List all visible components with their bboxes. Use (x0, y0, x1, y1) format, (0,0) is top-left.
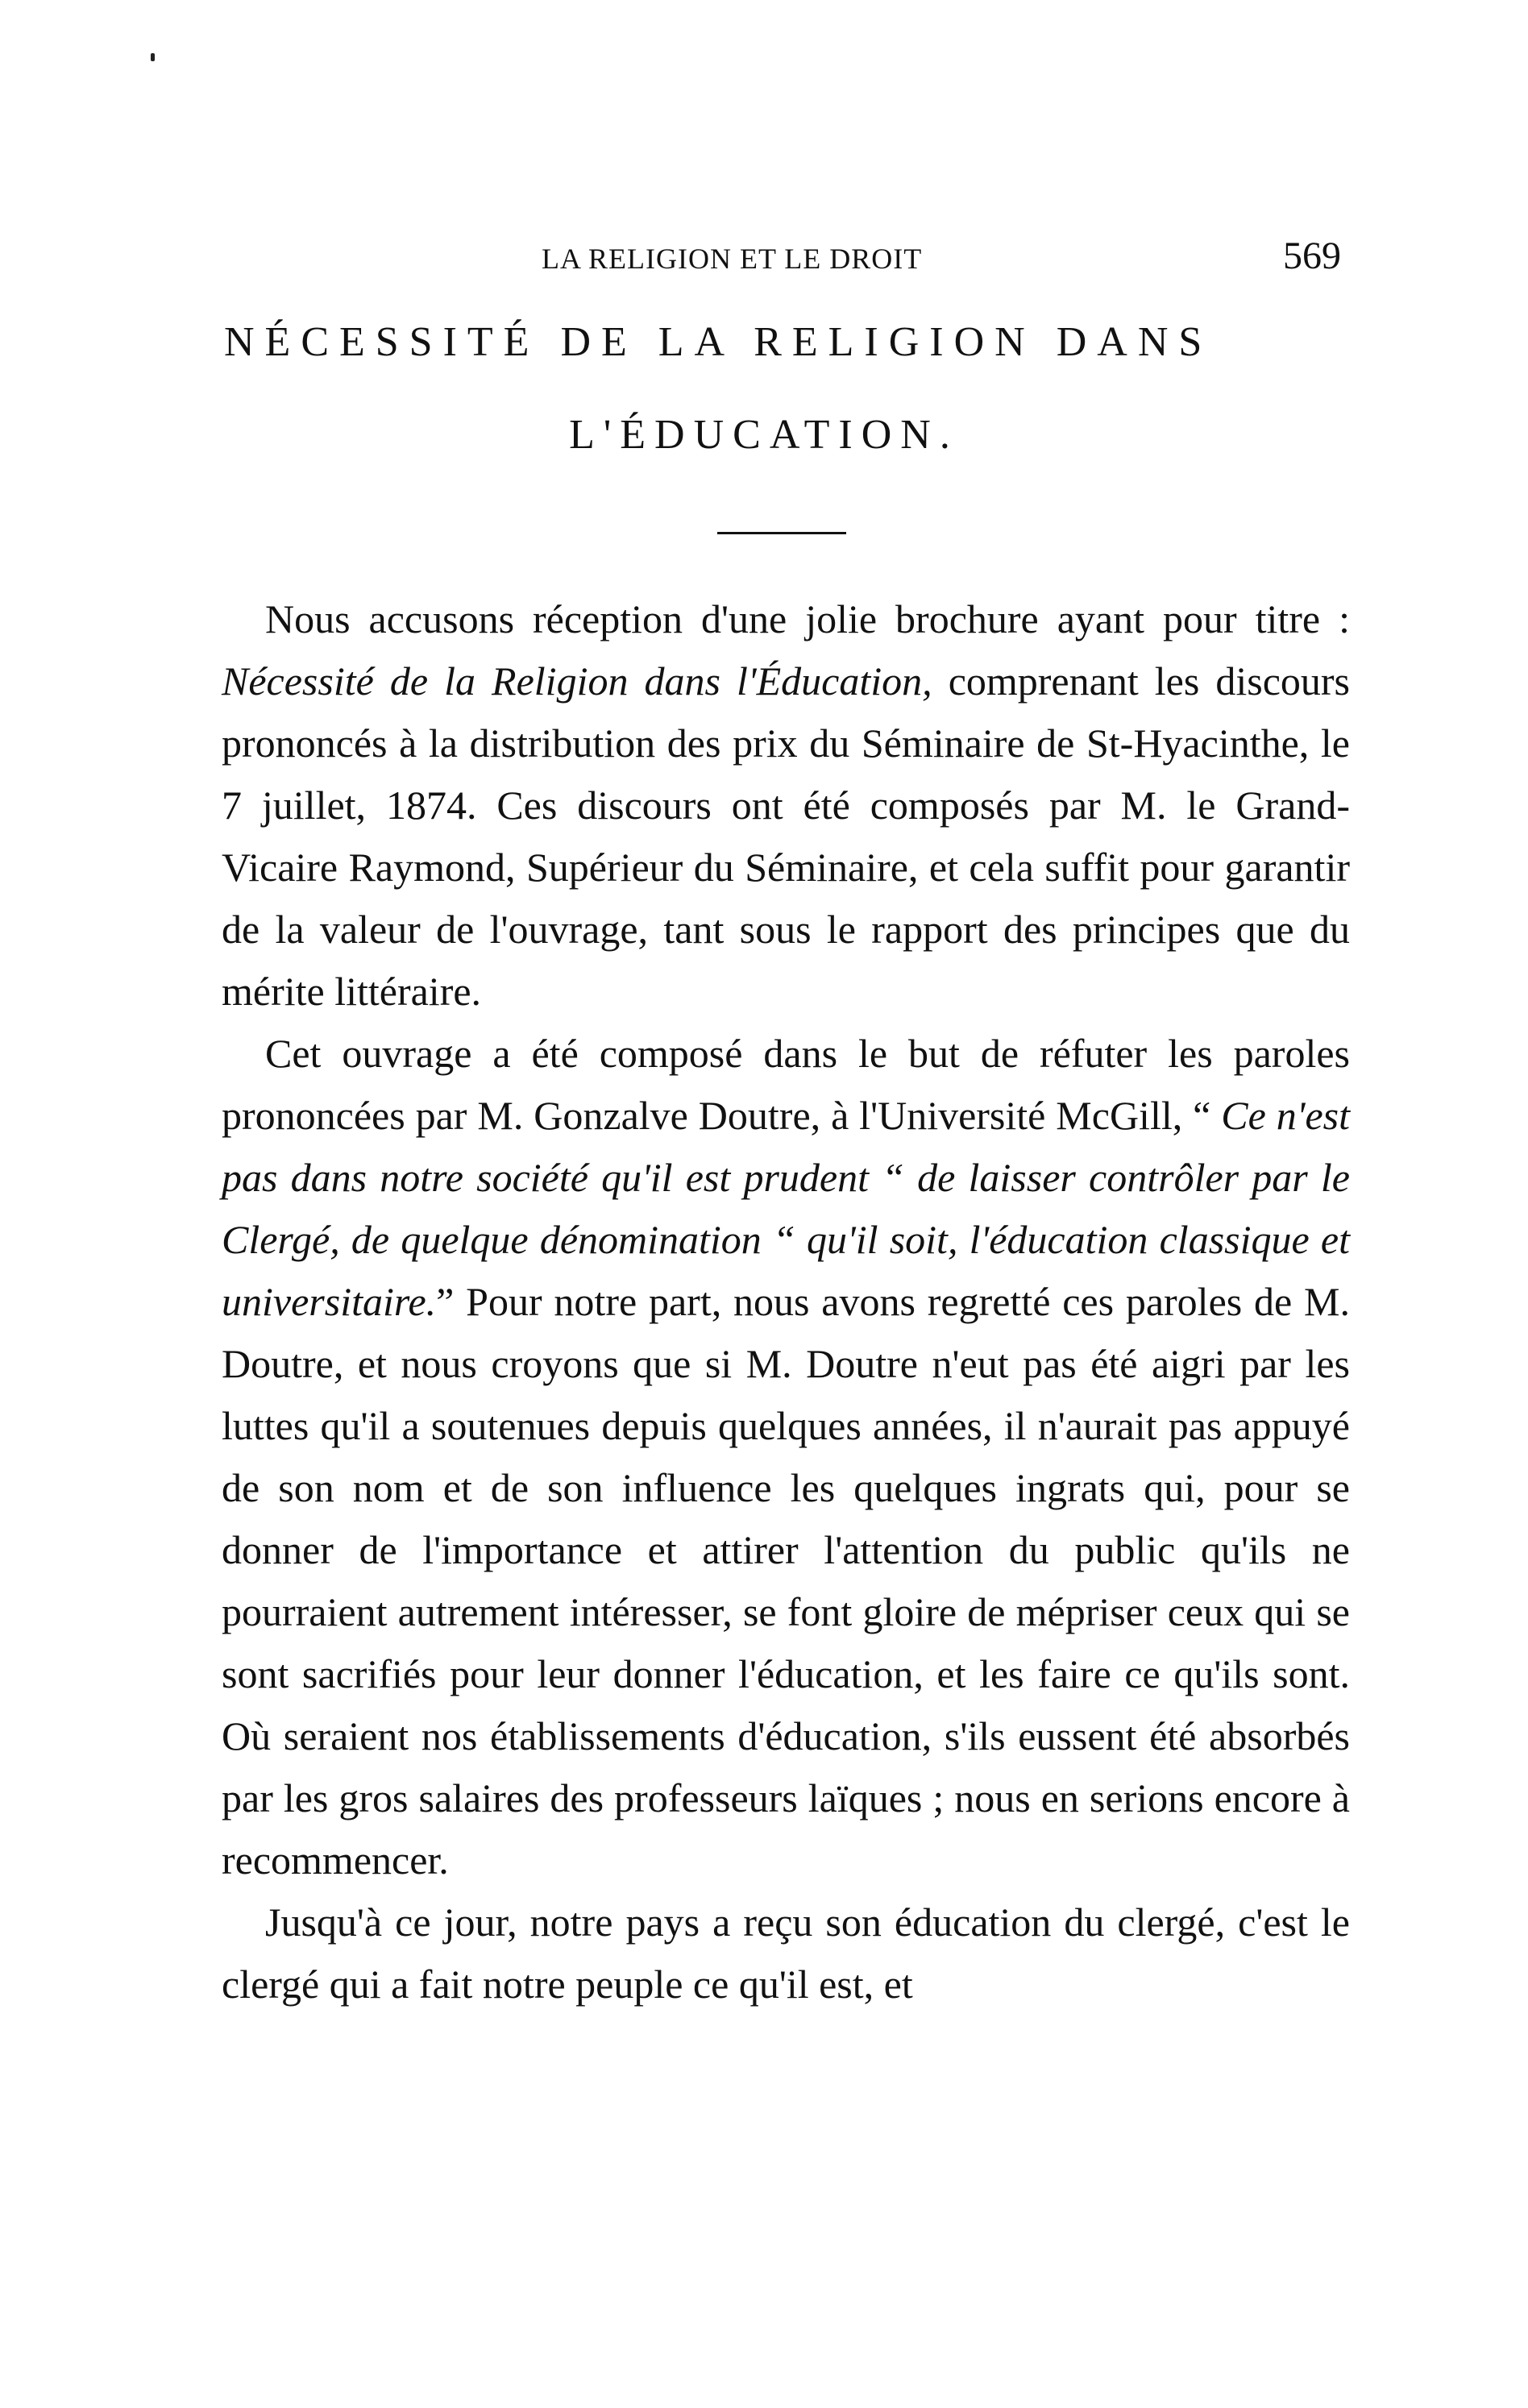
page-number: 569 (1283, 235, 1341, 277)
ink-speck (151, 53, 155, 61)
article-title-line-1: NÉCESSITÉ DE LA RELIGION DANS (224, 319, 1213, 365)
article-title-line-2: L'ÉDUCATION. (569, 412, 959, 458)
title-divider-rule (717, 532, 846, 534)
paragraph-2-text: Cet ouvrage a été composé dans le but de réfuter les paroles prononcées par M. Gonzalve Doutre, à l'Université McGill, “ (222, 1031, 1350, 1138)
article-body (222, 588, 1350, 2016)
paragraph-3-text: Jusqu'à ce jour, notre pays a reçu son éducation du clergé, c'est le clergé qui a fait notre peuple ce qu'il est, et (222, 1899, 1350, 2007)
running-head: LA RELIGION ET LE DROIT (542, 243, 923, 275)
paragraph-1-continuation: comprenant les discours prononcés à la distribution des prix du Séminaire de St-Hyacinthe, le 7 juillet, 1874. Ces discours ont été composés par M. le Grand-Vicaire Raymond, Supérieur du Séminaire, et cela suffit pour garantir de la valeur de l'ouvrage, tant sous le rapport des principes que du mérite littéraire. (222, 658, 1351, 1014)
paragraph-2-continuation: ” Pour notre part, nous avons regretté ces paroles de M. Doutre, et nous croyons que si M. Doutre n'eut pas été aigri par les luttes qu'il a soutenues depuis quelques années, il n'aurait pas appuyé de son nom et de son influence les quelques ingrats qui, pour se donner de l'importance et attirer l'attention du public qu'ils ne pourraient autrement intéresser, se font gloire de mépriser ceux qui se sont sacrifiés pour leur donner l'éducation, et les faire ce qu'ils sont. Où seraient nos établissements d'éducation, s'ils eussent été absorbés par les gros salaires des professeurs laïques ; nous en serions encore à recommencer. (222, 1279, 1350, 1883)
paragraph-3 (222, 1891, 1350, 2016)
quotation-italic: Ce n'est pas dans notre société qu'il est prudent “ de laisser contrôler par le Clergé, de quelque dénomination “ qu'il soit, l'éducation classique et universitaire. (222, 1093, 1351, 1324)
paragraph-1 (222, 588, 1350, 1023)
paragraph-2 (222, 1023, 1350, 1891)
book-title-italic: Nécessité de la Religion dans l'Éducation, (222, 658, 932, 704)
paragraph-1-text: Nous accusons réception d'une jolie brochure ayant pour titre : (265, 596, 1350, 641)
